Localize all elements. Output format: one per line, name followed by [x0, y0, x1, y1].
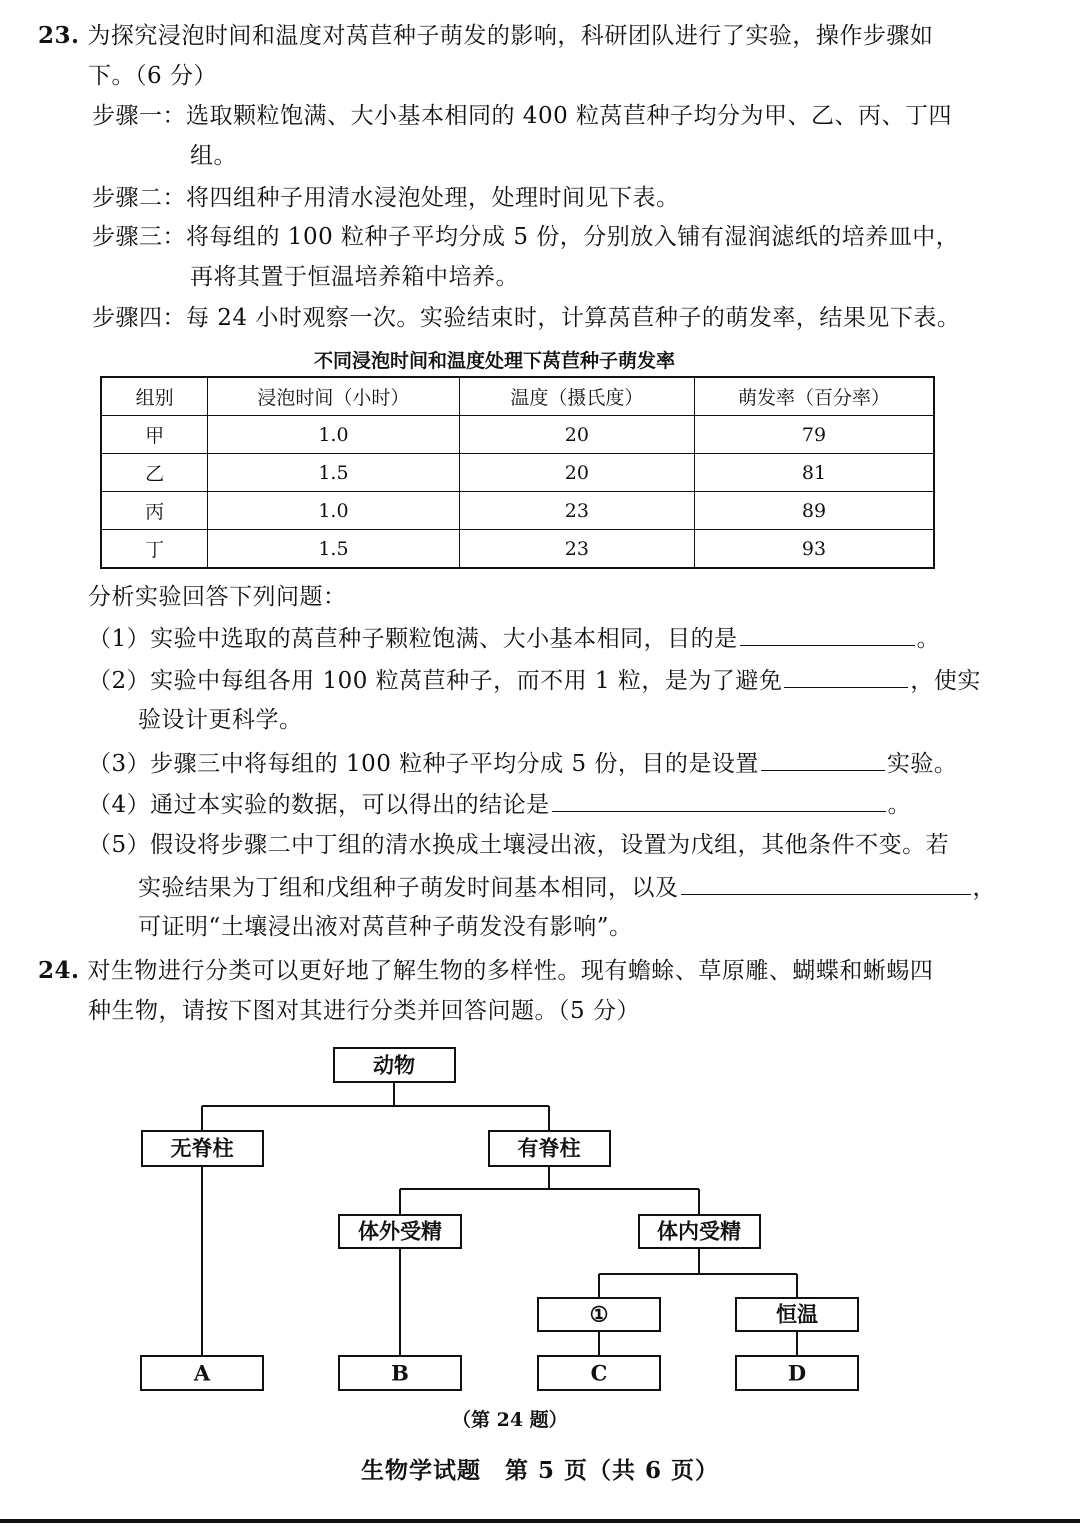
- sub-question-4: （4）通过本实验的数据，可以得出的结论是 。: [88, 787, 911, 821]
- table-cell: 1.0: [208, 492, 459, 530]
- table-cell: 89: [695, 492, 934, 530]
- table-cell: 丙: [101, 492, 208, 530]
- q23-step3: 步骤三：将每组的 100 粒种子平均分成 5 份，分别放入铺有湿润滤纸的培养皿中，: [92, 224, 960, 250]
- node-root: 动物: [373, 1052, 415, 1078]
- node-internal-fert: 体内受精: [657, 1218, 741, 1244]
- table-header: 温度（摄氏度）: [459, 377, 694, 416]
- step3-label: 步骤三：: [92, 224, 186, 250]
- q23-intro-line2: 下。（6 分）: [88, 63, 217, 89]
- step2-label: 步骤二：: [92, 185, 186, 211]
- q23-step3-line2: 再将其置于恒温培养箱中培养。: [190, 264, 519, 290]
- q23-intro-line1: 23. 为探究浸泡时间和温度对莴苣种子萌发的影响，科研团队进行了实验，操作步骤如: [38, 22, 934, 49]
- table-cell: 1.0: [208, 416, 459, 454]
- q23-step1: 步骤一：选取颗粒饱满、大小基本相同的 400 粒莴苣种子均分为甲、乙、丙、丁四: [92, 103, 953, 129]
- q24-number: 24.: [38, 957, 80, 984]
- q23-step4: 步骤四：每 24 小时观察一次。实验结束时，计算莴苣种子的萌发率，结果见下表。: [92, 305, 961, 331]
- sub-question-5-line2: 实验结果为丁组和戊组种子萌发时间基本相同，以及 ，: [138, 870, 996, 904]
- q24-line2: 种生物，请按下图对其进行分类并回答问题。（5 分）: [88, 998, 640, 1024]
- step4-label: 步骤四：: [92, 305, 186, 331]
- q23-step2: 步骤二：将四组种子用清水浸泡处理，处理时间见下表。: [92, 185, 680, 211]
- tree-boxes: [141, 1048, 858, 1390]
- node-circle1: ①: [589, 1301, 609, 1327]
- table-cell: 23: [459, 530, 694, 569]
- table-cell: 乙: [101, 454, 208, 492]
- q23-step1-line2: 组。: [190, 143, 237, 169]
- node-leaf-c: C: [590, 1360, 608, 1386]
- node-leaf-a: A: [193, 1360, 211, 1386]
- sub-question-2-line2: 验设计更科学。: [138, 707, 303, 733]
- table-cell: 79: [695, 416, 934, 454]
- q24-line1: 24. 对生物进行分类可以更好地了解生物的多样性。现有蟾蜍、草原雕、蝴蝶和蜥蜴四: [38, 957, 934, 984]
- node-leaf-b: B: [391, 1360, 409, 1386]
- node-external-fert: 体外受精: [358, 1218, 442, 1244]
- table-header: 组别: [101, 377, 208, 416]
- node-invertebrate: 无脊柱: [170, 1135, 234, 1161]
- table-cell: 1.5: [208, 454, 459, 492]
- table-cell: 甲: [101, 416, 208, 454]
- step1-label: 步骤一：: [92, 103, 186, 129]
- table-cell: 1.5: [208, 530, 459, 569]
- q23-number: 23.: [38, 22, 80, 49]
- analysis-prompt: 分析实验回答下列问题：: [88, 584, 347, 610]
- bottom-divider: [0, 1519, 1080, 1523]
- sub-question-1: （1）实验中选取的莴苣种子颗粒饱满、大小基本相同，目的是 。: [88, 621, 940, 655]
- sub-question-5-line3: 可证明“土壤浸出液对莴苣种子萌发没有影响”。: [138, 914, 633, 940]
- table-cell: 93: [695, 530, 934, 569]
- table-header: 萌发率（百分率）: [695, 377, 934, 416]
- table-cell: 81: [695, 454, 934, 492]
- table-caption: 不同浸泡时间和温度处理下莴苣种子萌发率: [314, 350, 676, 372]
- table-cell: 丁: [101, 530, 208, 569]
- table-cell: 23: [459, 492, 694, 530]
- table-cell: 20: [459, 454, 694, 492]
- sub-question-3: （3）步骤三中将每组的 100 粒种子平均分成 5 份，目的是设置 实验。: [88, 746, 957, 780]
- table-header: 浸泡时间（小时）: [208, 377, 459, 416]
- node-leaf-d: D: [787, 1360, 807, 1386]
- node-constant-temp: 恒温: [776, 1301, 818, 1327]
- table-cell: 20: [459, 416, 694, 454]
- sub-question-2: （2）实验中每组各用 100 粒莴苣种子，而不用 1 粒，是为了避免 ，使实: [88, 663, 981, 697]
- node-vertebrate: 有脊柱: [517, 1135, 581, 1161]
- page-footer: 生物学试题 第 5 页（共 6 页）: [360, 1457, 720, 1484]
- sub-question-5: （5）假设将步骤二中丁组的清水换成土壤浸出液，设置为戊组，其他条件不变。若: [88, 832, 950, 858]
- figure-caption: （第 24 题）: [452, 1409, 568, 1431]
